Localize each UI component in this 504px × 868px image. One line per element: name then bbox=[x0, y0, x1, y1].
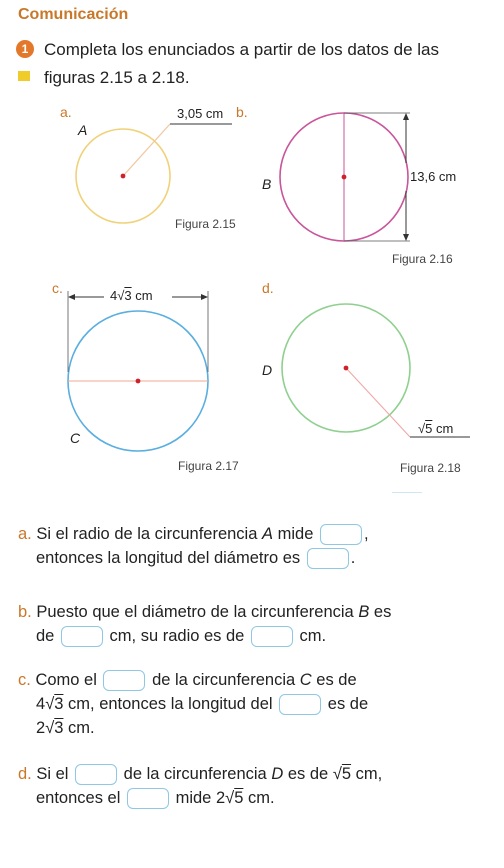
circle-label-d: D bbox=[262, 362, 273, 378]
question-a: a. Si el radio de la circunferencia A mide , entonces la longitud del diámetro es . bbox=[18, 522, 488, 570]
circle-label-c: C bbox=[70, 430, 81, 446]
caption-figure-2-15: Figura 2.15 bbox=[175, 217, 236, 231]
question-letter-d: d. bbox=[18, 765, 32, 783]
answer-box-d1[interactable] bbox=[75, 764, 117, 785]
circle-label-a: A bbox=[78, 122, 88, 138]
question-letter-a: a. bbox=[18, 525, 32, 543]
answer-box-c2[interactable] bbox=[279, 694, 321, 715]
answer-box-d2[interactable] bbox=[127, 788, 169, 809]
figure-letter-b: b. bbox=[236, 104, 248, 120]
caption-figure-2-16: Figura 2.16 bbox=[392, 252, 453, 266]
arrow-b-bottom bbox=[403, 234, 409, 241]
answer-box-c1[interactable] bbox=[103, 670, 145, 691]
measure-b: 13,6 cm bbox=[410, 169, 457, 184]
center-dot-c bbox=[136, 379, 141, 384]
figure-letter-a: a. bbox=[60, 104, 72, 120]
arrow-c-right bbox=[201, 294, 208, 300]
caption-figure-2-17: Figura 2.17 bbox=[178, 459, 239, 473]
center-dot-d bbox=[344, 366, 349, 371]
figure-letter-d: d. bbox=[262, 280, 274, 296]
arrow-c-left bbox=[68, 294, 75, 300]
question-letter-c: c. bbox=[18, 671, 31, 689]
answer-box-b2[interactable] bbox=[251, 626, 293, 647]
measure-a: 3,05 cm bbox=[177, 106, 224, 121]
measure-c: 4√3 cm bbox=[110, 288, 153, 303]
answer-box-a2[interactable] bbox=[307, 548, 349, 569]
question-c: c. Como el de la circunferencia C es de 4√3 cm, entonces la longitud del es de 2√3 cm. bbox=[18, 671, 369, 737]
center-dot-b bbox=[342, 175, 347, 180]
item-number-badge: 1 bbox=[16, 40, 34, 58]
question-b: b. Puesto que el diámetro de la circunferencia B es de cm, su radio es de cm. bbox=[18, 600, 488, 648]
section-title: Comunicación bbox=[18, 6, 129, 23]
arrow-b-top bbox=[403, 113, 409, 120]
instruction-text: Completa los enunciados a partir de los datos de las figuras 2.15 a 2.18. bbox=[44, 40, 440, 87]
answer-box-a1[interactable] bbox=[320, 524, 362, 545]
center-dot-a bbox=[121, 174, 126, 179]
measure-d: √5 cm bbox=[418, 421, 454, 436]
divider bbox=[392, 492, 422, 493]
circle-label-b: B bbox=[262, 176, 272, 192]
caption-figure-2-18: Figura 2.18 bbox=[400, 461, 461, 475]
figure-letter-c: c. bbox=[52, 280, 63, 296]
question-d: d. Si el de la circunferencia D es de √5 cm, entonces el mide 2√5 cm. bbox=[18, 762, 488, 810]
answer-box-b1[interactable] bbox=[61, 626, 103, 647]
question-letter-b: b. bbox=[18, 603, 32, 621]
